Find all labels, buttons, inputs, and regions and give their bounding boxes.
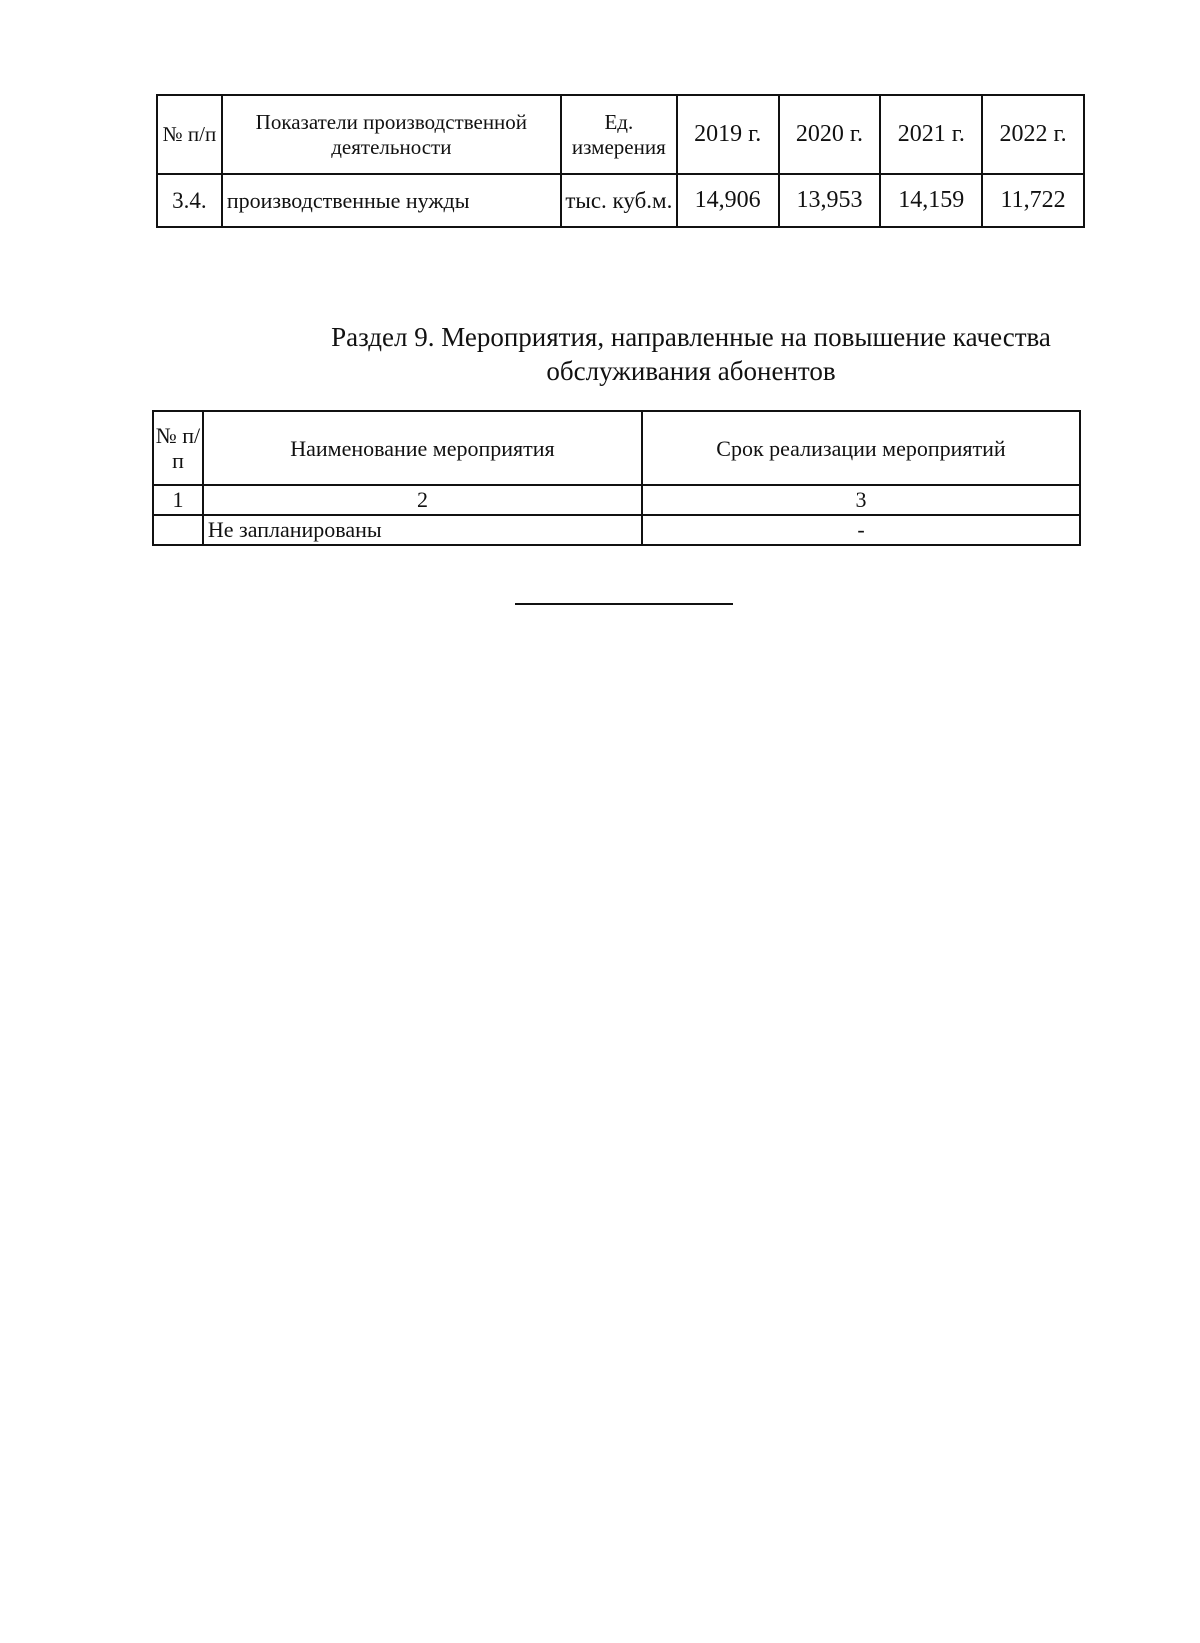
row-indicator: производственные нужды <box>222 174 561 227</box>
table-header-row <box>157 95 1084 174</box>
table-row <box>153 515 1080 545</box>
header-num: № п/п <box>153 411 203 485</box>
header-unit: Ед. измерения <box>561 95 677 174</box>
header-year-2022: 2022 г. <box>982 95 1084 174</box>
row-unit: тыс. куб.м. <box>561 174 677 227</box>
measures-table <box>152 410 1081 546</box>
row-value-2019: 14,906 <box>677 174 779 227</box>
header-num: № п/п <box>157 95 222 174</box>
header-measure-name: Наименование мероприятия <box>203 411 642 485</box>
end-rule-divider <box>515 603 733 605</box>
row-term: - <box>642 515 1080 545</box>
row-num <box>153 515 203 545</box>
row-measure-name: Не запланированы <box>203 515 642 545</box>
header-year-2021: 2021 г. <box>880 95 982 174</box>
column-number-3: 3 <box>642 485 1080 515</box>
section-title-line1: Раздел 9. Мероприятия, направленные на повышение качества <box>331 322 1051 352</box>
row-value-2022: 11,722 <box>982 174 1084 227</box>
column-number-1: 1 <box>153 485 203 515</box>
column-number-2: 2 <box>203 485 642 515</box>
row-num: 3.4. <box>157 174 222 227</box>
row-value-2021: 14,159 <box>880 174 982 227</box>
header-term: Срок реализации мероприятий <box>642 411 1080 485</box>
header-year-2019: 2019 г. <box>677 95 779 174</box>
section-title-line2: обслуживания абонентов <box>546 356 836 386</box>
table-row <box>157 174 1084 227</box>
row-value-2020: 13,953 <box>779 174 881 227</box>
header-indicator: Показатели производственной деятельности <box>222 95 561 174</box>
production-indicators-table <box>156 94 1085 228</box>
column-number-row <box>153 485 1080 515</box>
header-year-2020: 2020 г. <box>779 95 881 174</box>
table-header-row <box>153 411 1080 485</box>
